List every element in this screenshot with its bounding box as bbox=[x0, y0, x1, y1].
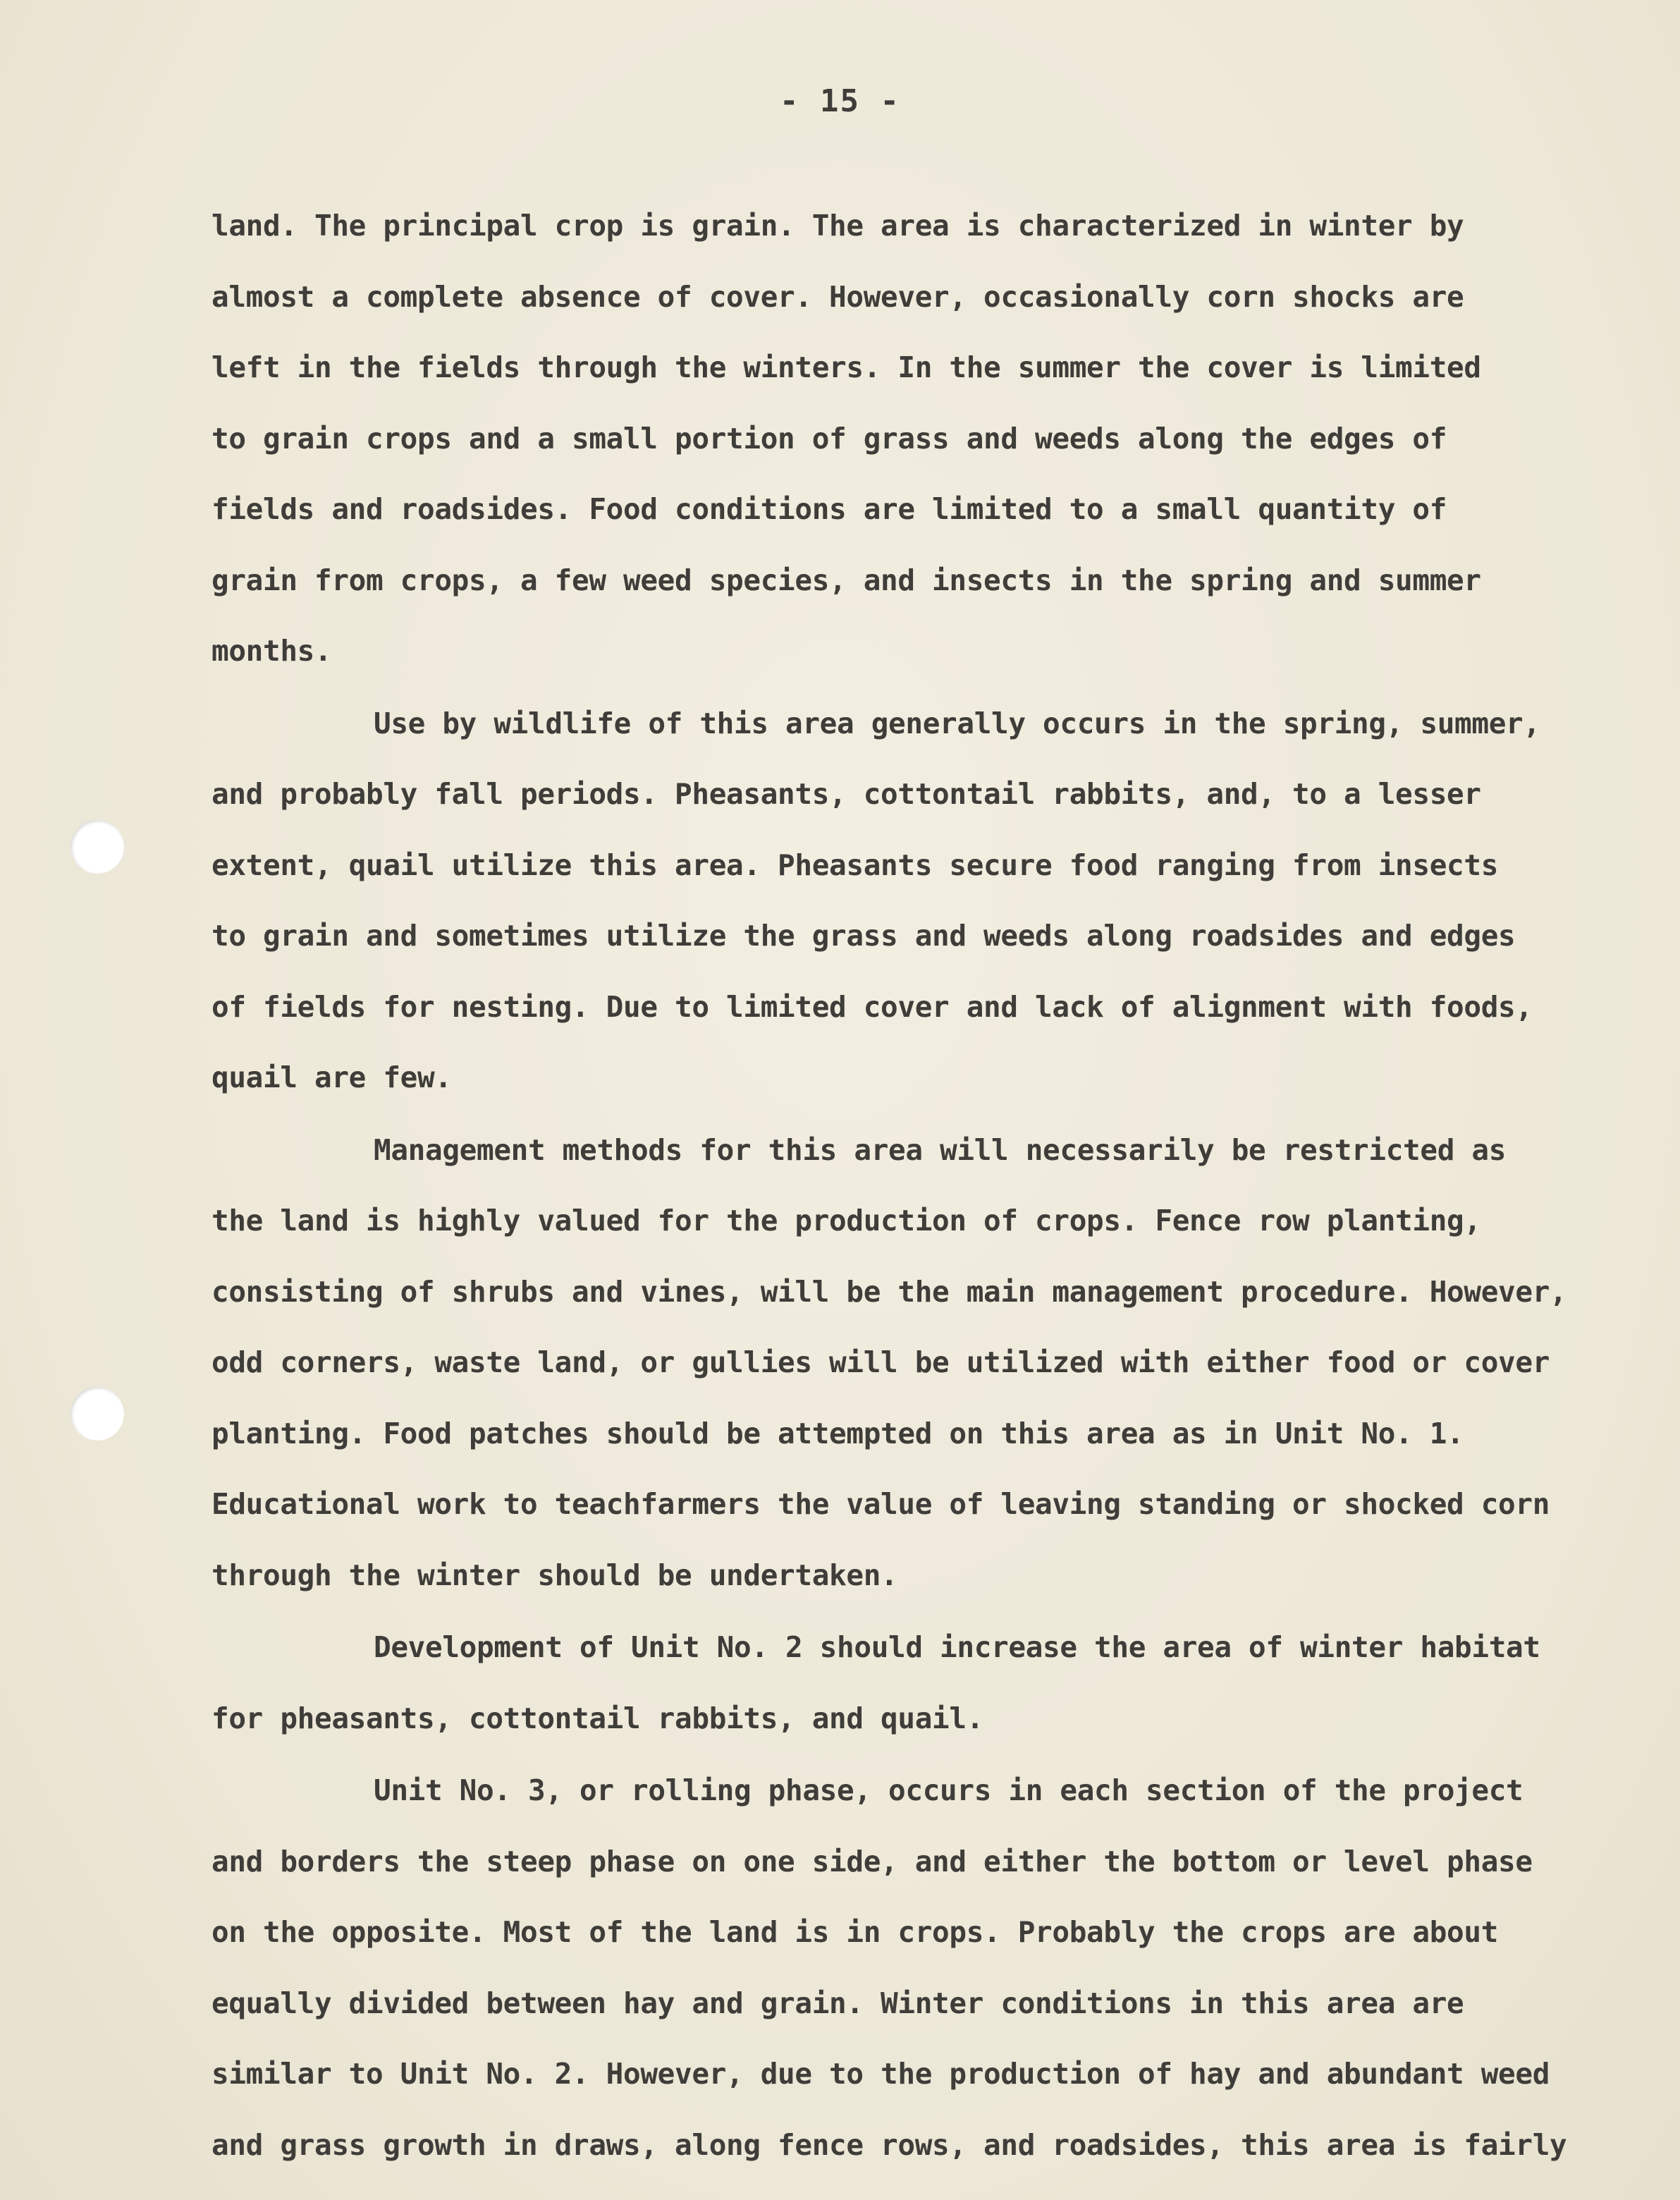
punch-hole-upper bbox=[70, 820, 124, 874]
paragraph-cover-conditions: land. The principal crop is grain. The area is characterized in winter by almost a complete absence of cover. However, occasionally corn shocks are left in the fields through the winters. In the summer the cover is limited to grain crops and a small portion of grass and weeds along the edges of fields and roadsides. Food conditions are limited to a small quantity of grain from crops, a few weed species, and insects in the spring and summer months. bbox=[211, 209, 1481, 668]
punch-hole-lower bbox=[70, 1387, 124, 1441]
body-text bbox=[211, 190, 1621, 2182]
paragraph-unit-3-rolling-phase: Unit No. 3, or rolling phase, occurs in each section of the project and borders the steep phase on one side, and either the bottom or level phase on the opposite. Most of the land is in crops. Probably the crops are about equally divided between hay and grain. Winter conditions in this area are similar to Unit No. 2. However, due to the production of hay and abundant weed and grass growth in draws, along fence rows, and roadsides, this area is fairly bbox=[211, 1773, 1567, 2162]
paragraph-management-methods: Management methods for this area will necessarily be restricted as the land is highly valued for the production of crops. Fence row planting, consisting of shrubs and vines, will be the main management procedure. However, odd corners, waste land, or gullies will be utilized with either food or cover planting. Food patches should be attempted on this area as in Unit No. 1. Educational work to teachfarmers the value of leaving standing or shocked corn through the winter should be undertaken. bbox=[211, 1132, 1567, 1592]
paragraph-unit-2-development: Development of Unit No. 2 should increase the area of winter habitat for pheasants, cottontail rabbits, and quail. bbox=[211, 1630, 1540, 1735]
paragraph-wildlife-use: Use by wildlife of this area generally occurs in the spring, summer, and probably fall periods. Pheasants, cottontail rabbits, and, to a lesser extent, quail utilize this area. Pheasants secure food ranging from insects to grain and sometimes utilize the grass and weeds along roadsides and edges of fields for nesting. Due to limited cover and lack of alignment with foods, quail are few. bbox=[211, 706, 1540, 1094]
page-number: - 15 - bbox=[780, 83, 900, 119]
